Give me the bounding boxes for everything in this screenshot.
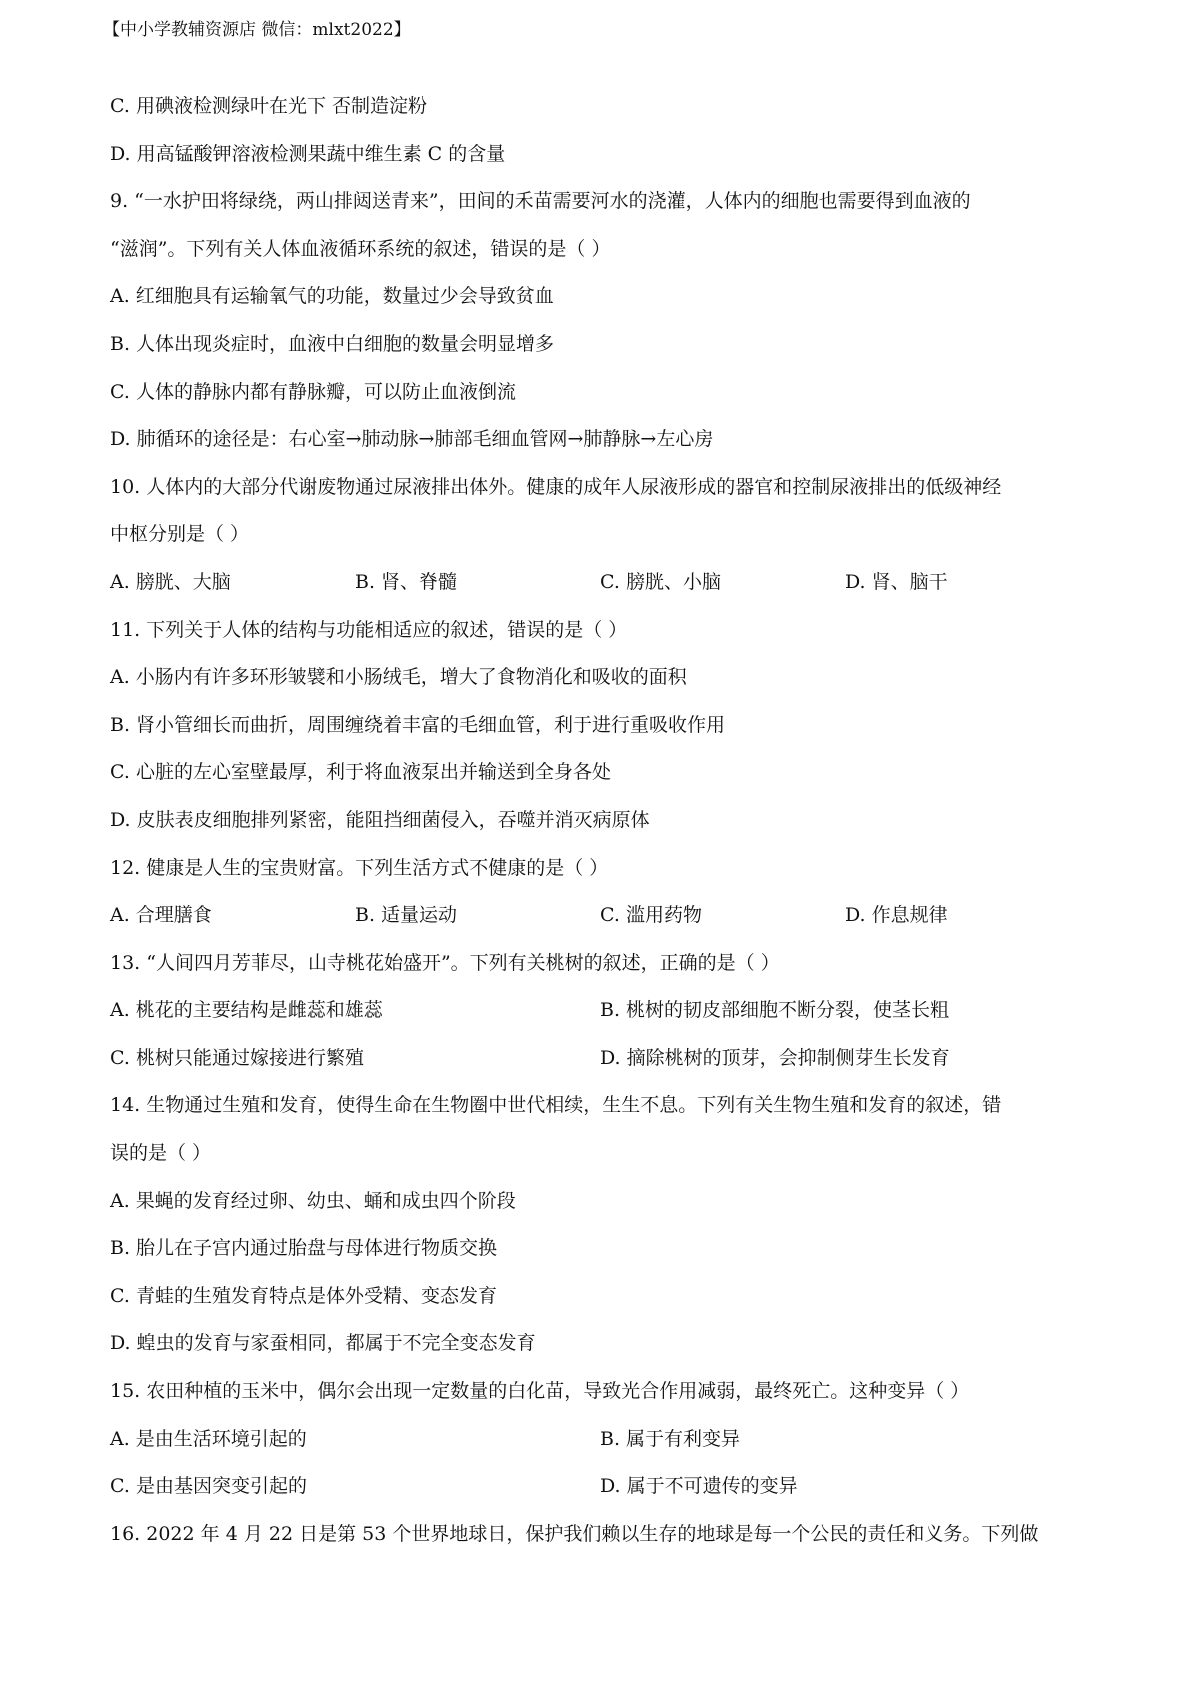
text-line: D. 用高锰酸钾溶液检测果蔬中维生素 C 的含量 <box>110 142 506 165</box>
answer-option: C. 是由基因突变引起的 <box>110 1475 307 1498</box>
options-row <box>110 1046 1110 1070</box>
answer-option: B. 适量运动 <box>355 904 458 927</box>
options-row <box>110 1474 1110 1498</box>
text-line: 15. 农田种植的玉米中，偶尔会出现一定数量的白化苗，导致光合作用减弱，最终死亡。这种变异（ ） <box>110 1380 970 1403</box>
text-line: A. 小肠内有许多环形皱襞和小肠绒毛，增大了食物消化和吸收的面积 <box>110 666 687 689</box>
answer-option: D. 作息规律 <box>845 904 948 927</box>
answer-option: A. 是由生活环境引起的 <box>110 1427 307 1450</box>
text-line: 16. 2022 年 4 月 22 日是第 53 个世界地球日，保护我们赖以生存的地球是每一个公民的责任和义务。下列做 <box>110 1522 1039 1545</box>
text-line: 13. “人间四月芳菲尽，山寺桃花始盛开”。下列有关桃树的叙述，正确的是（ ） <box>110 951 780 974</box>
text-line: C. 青蛙的生殖发育特点是体外受精、变态发育 <box>110 1284 497 1307</box>
question-list <box>110 94 1110 1569</box>
answer-option: B. 桃树的韧皮部细胞不断分裂，使茎长粗 <box>600 999 950 1022</box>
answer-option: D. 摘除桃树的顶芽，会抑制侧芽生长发育 <box>600 1046 950 1069</box>
text-line: 10. 人体内的大部分代谢废物通过尿液排出体外。健康的成年人尿液形成的器官和控制尿液排出的低级神经 <box>110 475 1002 498</box>
text-line: C. 人体的静脉内都有静脉瓣，可以防止血液倒流 <box>110 380 516 403</box>
text-line: 14. 生物通过生殖和发育，使得生命在生物圈中世代相续，生生不息。下列有关生物生殖和发育的叙述，错 <box>110 1094 1002 1117</box>
options-row <box>110 1427 1110 1451</box>
answer-option: D. 肾、脑干 <box>845 570 948 593</box>
text-line: B. 人体出现炎症时，血液中白细胞的数量会明显增多 <box>110 332 555 355</box>
answer-option: A. 膀胱、大脑 <box>110 570 231 593</box>
text-line: 9. “一水护田将绿绕，两山排闼送青来”，田间的禾苗需要河水的浇灌，人体内的细胞也需要得到血液的 <box>110 190 971 213</box>
text-line: B. 胎儿在子宫内通过胎盘与母体进行物质交换 <box>110 1237 498 1260</box>
options-row <box>110 570 1110 594</box>
text-line: D. 肺循环的途径是：右心室→肺动脉→肺部毛细血管网→肺静脉→左心房 <box>110 428 714 451</box>
text-line: C. 心脏的左心室壁最厚，利于将血液泵出并输送到全身各处 <box>110 761 611 784</box>
answer-option: B. 肾、脊髓 <box>355 570 458 593</box>
answer-option: B. 属于有利变异 <box>600 1427 741 1450</box>
answer-option: C. 桃树只能通过嫁接进行繁殖 <box>110 1046 364 1069</box>
text-line: D. 蝗虫的发育与家蚕相同，都属于不完全变态发育 <box>110 1332 536 1355</box>
text-line: A. 红细胞具有运输氧气的功能，数量过少会导致贫血 <box>110 285 554 308</box>
text-line: 误的是（ ） <box>110 1142 212 1165</box>
text-line: D. 皮肤表皮细胞排列紧密，能阻挡细菌侵入，吞噬并消灭病原体 <box>110 808 650 831</box>
text-line: B. 肾小管细长而曲折，周围缠绕着丰富的毛细血管，利于进行重吸收作用 <box>110 713 726 736</box>
watermark-header: 【中小学教辅资源店 微信：mlxt2022】 <box>103 20 411 40</box>
answer-option: C. 滥用药物 <box>600 904 702 927</box>
options-row <box>110 903 1110 927</box>
text-line: 12. 健康是人生的宝贵财富。下列生活方式不健康的是（ ） <box>110 856 609 879</box>
answer-option: A. 桃花的主要结构是雌蕊和雄蕊 <box>110 999 383 1022</box>
answer-option: C. 膀胱、小脑 <box>600 570 721 593</box>
answer-option: D. 属于不可遗传的变异 <box>600 1475 798 1498</box>
text-line: C. 用碘液检测绿叶在光下 否制造淀粉 <box>110 95 427 117</box>
text-line: 中枢分别是（ ） <box>110 523 250 546</box>
text-line: “滋润”。下列有关人体血液循环系统的叙述，错误的是（ ） <box>110 237 611 260</box>
answer-option: A. 合理膳食 <box>110 904 212 927</box>
text-line: A. 果蝇的发育经过卵、幼虫、蛹和成虫四个阶段 <box>110 1189 516 1212</box>
text-line: 11. 下列关于人体的结构与功能相适应的叙述，错误的是（ ） <box>110 618 628 641</box>
options-row <box>110 998 1110 1022</box>
